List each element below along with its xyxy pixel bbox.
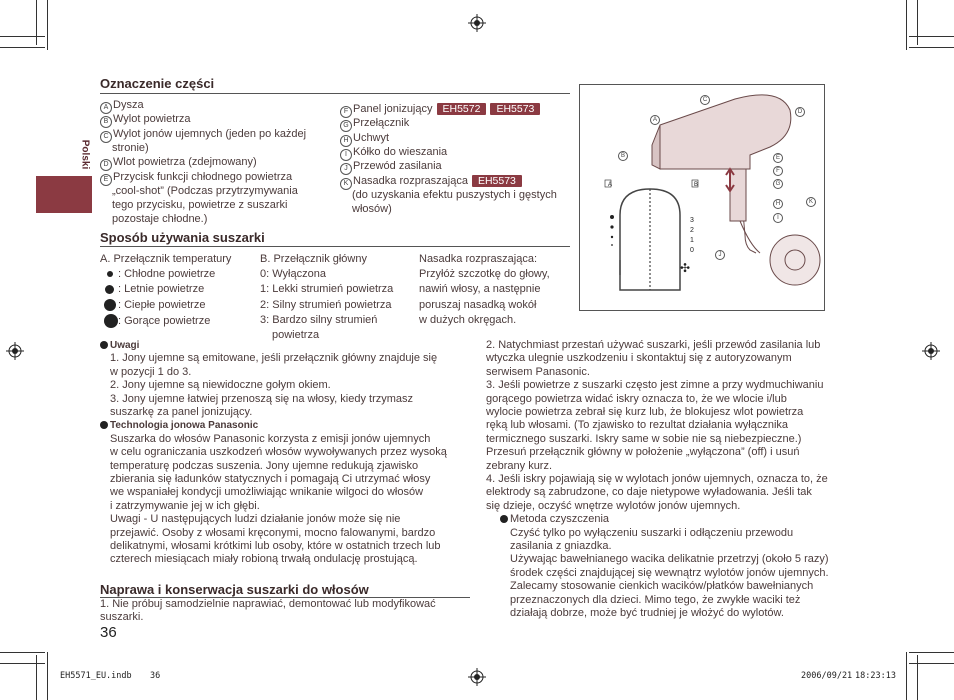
usage-diffuser-item: poruszaj nasadką wokół [419, 298, 537, 311]
part-item [112, 199, 287, 212]
usage-switch-item: powietrza [272, 329, 320, 341]
crop-mark [917, 0, 918, 45]
usage-text: : Letnie powietrze [118, 283, 205, 296]
hair-dryer-diagram [580, 85, 824, 310]
crop-mark [0, 36, 45, 37]
usage-switch-item: B. Przełącznik główny [260, 253, 367, 265]
part-item [352, 189, 557, 202]
note-line: we wspaniałej kondycji umożliwiając wnikanie wilgoci do włosów [110, 486, 424, 499]
right-line: się dzieje, oczyść wnętrze wylotów jonów ujemnych. [486, 499, 741, 512]
crop-mark [0, 47, 45, 48]
note-line: delikatnymi, włosami krótkimi lub osoby, które w ostatnich trzech lub [110, 540, 441, 552]
notes-heading-text: Uwagi [110, 340, 140, 351]
callout-letter-icon: F [773, 166, 783, 176]
repair-line: suszarki. [100, 611, 144, 624]
part-item [112, 213, 207, 226]
usage-text: : Gorące powietrze [118, 314, 211, 327]
registration-mark-icon [922, 342, 940, 360]
callout-letter-icon: J [715, 250, 725, 260]
part-item [100, 113, 191, 128]
part-letter-icon: F [340, 106, 352, 118]
note-line: w celu ograniczania uszkodzeń włosów wywoływanych przez wysoką [110, 446, 447, 459]
bullet-icon [100, 421, 108, 429]
crop-mark [909, 36, 954, 37]
part-text: Wylot jonów ujemnych (jeden po każdej [113, 127, 307, 140]
usage-switch-item: 1: Lekki strumień powietrza [260, 283, 394, 296]
footer-file: EH5571_EU.indb [60, 671, 132, 681]
part-text: Dysza [113, 99, 144, 111]
part-text: tego przycisku, powietrze z suszarki [112, 199, 288, 212]
note-line: Uwagi - U następujących ludzi działanie jonów może się nie [110, 513, 401, 526]
note-line: 1. Jony ujemne są emitowane, jeśli przełącznik główny znajduje się [110, 352, 438, 365]
part-text: pozostaje chłodne.) [112, 213, 208, 226]
note-line: temperaturę podczas suszenia. Jony ujemne redukują zjawisko [110, 459, 419, 472]
part-letter-icon: C [100, 131, 112, 143]
scale-label: 0 [690, 247, 694, 254]
part-letter-icon: I [340, 149, 352, 161]
part-letter-icon: B [100, 116, 112, 128]
callout-letter-icon: B [618, 151, 628, 161]
part-item [100, 171, 292, 186]
panel-b-label: B [694, 182, 699, 188]
usage-diffuser-item: Przyłóż szczotkę do głowy, [419, 268, 550, 281]
part-text: (do uzyskania efektu puszystych i gęstych [352, 188, 557, 201]
right-line: elektrody są zabrudzone, co daje nietypowe wyładowania. Jeśli tak [486, 486, 812, 499]
part-item [352, 203, 392, 216]
crop-mark [906, 0, 907, 50]
usage-temp-item [104, 314, 210, 328]
model-badge: EH5573 [472, 175, 522, 187]
repair-line: 1. Nie próbuj samodzielnie naprawiać, demontować lub modyfikować [100, 598, 436, 610]
part-text: Przycisk funkcji chłodnego powietrza [113, 170, 293, 183]
note-line: zbierania się ładunków statycznych i pomagają Ci utrzymać włosy [110, 473, 431, 485]
note-line: suszarkę za panel jonizujący. [110, 406, 253, 418]
notes-heading-text: Technologia jonowa Panasonic [110, 420, 259, 432]
part-item [340, 146, 447, 161]
callout-letter-icon: D [795, 107, 805, 117]
right-line: wylocie powietrza zebrał się kurz lub, że blokujesz wlot powietrza [486, 406, 804, 418]
usage-temp-item [104, 268, 215, 281]
section-rule [100, 93, 570, 94]
usage-diffuser-item: w dużych okręgach. [419, 313, 517, 326]
section-title-parts: Oznaczenie części [100, 76, 215, 91]
right-line: serwisem Panasonic. [486, 365, 590, 378]
part-letter-icon: E [100, 174, 112, 186]
note-line: 2. Jony ujemne są niewidoczne gołym okiem. [110, 379, 331, 392]
part-letter-icon: H [340, 135, 352, 147]
part-text: Przewód zasilania [353, 160, 442, 173]
callout-letter-icon: A [650, 115, 660, 125]
right-line: zebrany kurz. [486, 459, 553, 472]
part-item [112, 142, 149, 155]
part-text: Nasadka rozpraszająca [353, 174, 468, 187]
notes-heading [100, 419, 258, 432]
model-badge: EH5573 [490, 103, 540, 115]
panel-a-label: A [608, 182, 613, 188]
fan-icon: ✣ [680, 261, 691, 275]
right-line: gorącego powietrza widać iskry oznacza to, że we wlocie i/lub [486, 392, 787, 405]
bullet-icon [100, 341, 108, 349]
model-badge: EH5572 [437, 103, 487, 115]
part-item [340, 117, 409, 132]
metoda-line: Czyść tylko po wyłączeniu suszarki i odłączeniu przewodu [510, 526, 794, 539]
footer-date: 2006/09/21 [801, 671, 853, 681]
crop-mark [47, 0, 48, 50]
footer-page: 36 [150, 671, 161, 681]
crop-mark [917, 655, 918, 700]
usage-switch-item: 0: Wyłączona [260, 268, 326, 281]
part-letter-icon: D [100, 159, 112, 171]
temperature-dot-icon [104, 299, 116, 311]
section-title-usage: Sposób używania suszarki [100, 230, 265, 245]
part-item [100, 156, 257, 171]
usage-text: : Ciepłe powietrze [118, 298, 206, 311]
usage-switch-item: 3: Bardzo silny strumień [260, 313, 378, 326]
note-line: 3. Jony ujemne łatwiej przenoszą się na włosy, kiedy trzymasz [110, 392, 414, 405]
crop-mark [0, 652, 45, 653]
part-text: Kółko do wieszania [353, 145, 448, 158]
side-tab-label: Polski [79, 139, 91, 170]
note-line: czterech miesiącach miały robioną trwałą ondulację prostującą. [110, 553, 418, 566]
callout-letter-icon: K [806, 197, 816, 207]
metoda-line: Zalecamy stosowanie cienkich wacików/płatków bawełnianych [510, 580, 814, 593]
part-item [100, 99, 144, 114]
part-letter-icon: J [340, 163, 352, 175]
part-text: Wylot powietrza [113, 113, 191, 126]
page-number: 36 [100, 624, 117, 641]
crop-mark [0, 663, 45, 664]
crop-mark [909, 663, 954, 664]
part-item [112, 185, 298, 198]
registration-mark-icon [468, 14, 486, 32]
usage-text: : Chłodne powietrze [118, 268, 216, 281]
metoda-line: Używając bawełnianego wacika delikatnie przetrzyj (około 5 razy) [510, 553, 829, 566]
right-line: 2. Natychmiast przestań używać suszarki, jeśli przewód zasilania lub [486, 339, 821, 351]
note-line: w pozycji 1 do 3. [110, 365, 192, 378]
metoda-line: działają dobrze, może być trudniej je włożyć do wylotów. [510, 607, 784, 619]
scale-label: 2 [690, 227, 694, 234]
usage-temp-item [104, 299, 205, 312]
part-item [100, 128, 306, 143]
usage-text: A. Przełącznik temperatury [100, 253, 232, 265]
crop-mark [909, 47, 954, 48]
callout-letter-icon: G [773, 179, 783, 189]
metoda-line: przeznaczonych dla dzieci. Mimo tego, że zwykłe waciki też [510, 593, 801, 606]
crop-mark [909, 652, 954, 653]
section-title-repair: Naprawa i konserwacja suszarki do włosów [100, 582, 369, 597]
bullet-icon [500, 515, 508, 523]
part-item [340, 132, 389, 147]
part-text: Przełącznik [353, 117, 410, 130]
callout-letter-icon: E [773, 153, 783, 163]
right-line: ręką lub włosami. (To zjawisko to rezultat działania wyłącznika [486, 419, 789, 432]
temperature-dot-icon [105, 285, 114, 294]
part-text: „cool-shot” (Podczas przytrzymywania [112, 184, 298, 197]
part-text: Panel jonizujący [353, 103, 433, 115]
callout-letter-icon: I [773, 213, 783, 223]
usage-diffuser-item: Nasadka rozpraszająca: [419, 253, 538, 265]
crop-mark [36, 0, 37, 45]
diagram-frame [579, 84, 825, 311]
temperature-dot-icon [107, 271, 113, 277]
registration-mark-icon [468, 668, 486, 686]
crop-mark [36, 655, 37, 700]
part-text: Wlot powietrza (zdejmowany) [113, 156, 257, 169]
right-line: wtyczka ulegnie uszkodzeniu i skontaktuj się z autoryzowanym [486, 352, 792, 365]
callout-letter-icon: H [773, 199, 783, 209]
side-tab-block [36, 176, 92, 213]
metoda-heading [500, 513, 609, 526]
metoda-heading-text: Metoda czyszczenia [510, 513, 610, 526]
side-language-tab [78, 136, 92, 176]
note-line: przejawić. Osoby z włosami kręconymi, mocno falowanymi, bardzo [110, 526, 436, 539]
footer-time: 18:23:13 [855, 671, 896, 681]
usage-diffuser-item: nawiń włosy, a następnie [419, 283, 541, 296]
crop-mark [47, 652, 48, 700]
notes-heading [100, 339, 139, 352]
crop-mark [906, 652, 907, 700]
usage-switch-item: 2: Silny strumień powietrza [260, 298, 392, 311]
part-item [340, 103, 540, 118]
part-text: włosów) [352, 203, 392, 216]
note-line: i zatrzymywanie jej w ich głębi. [110, 499, 260, 512]
part-text: Uchwyt [353, 131, 390, 144]
temperature-dot-icon [104, 314, 118, 328]
part-letter-icon: G [340, 120, 352, 132]
callout-letter-icon: C [700, 95, 710, 105]
metoda-line: środek części znajdującej się wewnątrz wylotów jonów ujemnych. [510, 566, 829, 579]
part-item [340, 175, 522, 190]
scale-label: 1 [690, 237, 694, 244]
note-line: Suszarka do włosów Panasonic korzysta z emisji jonów ujemnych [110, 432, 431, 445]
right-line: 4. Jeśli iskry pojawiają się w wylotach jonów ujemnych, oznacza to, że [486, 473, 828, 485]
right-line: termicznego suszarki. Iskry same w sobie nie są niebezpieczne.) [486, 432, 802, 445]
scale-label: 3 [690, 217, 694, 224]
right-line: Przesuń przełącznik główny w położenie „wyłączona” (off) i usuń [486, 446, 800, 459]
usage-temp-item [104, 283, 204, 296]
section-rule [100, 246, 570, 247]
right-line: 3. Jeśli powietrze z suszarki często jest zimne a przy wydmuchiwaniu [486, 379, 824, 392]
part-text: stronie) [112, 141, 149, 154]
part-letter-icon: A [100, 102, 112, 114]
registration-mark-icon [6, 342, 24, 360]
metoda-line: zasilania z gniazdka. [510, 540, 612, 552]
part-item [340, 160, 442, 175]
usage-temp-item [100, 253, 231, 266]
part-letter-icon: K [340, 178, 352, 190]
